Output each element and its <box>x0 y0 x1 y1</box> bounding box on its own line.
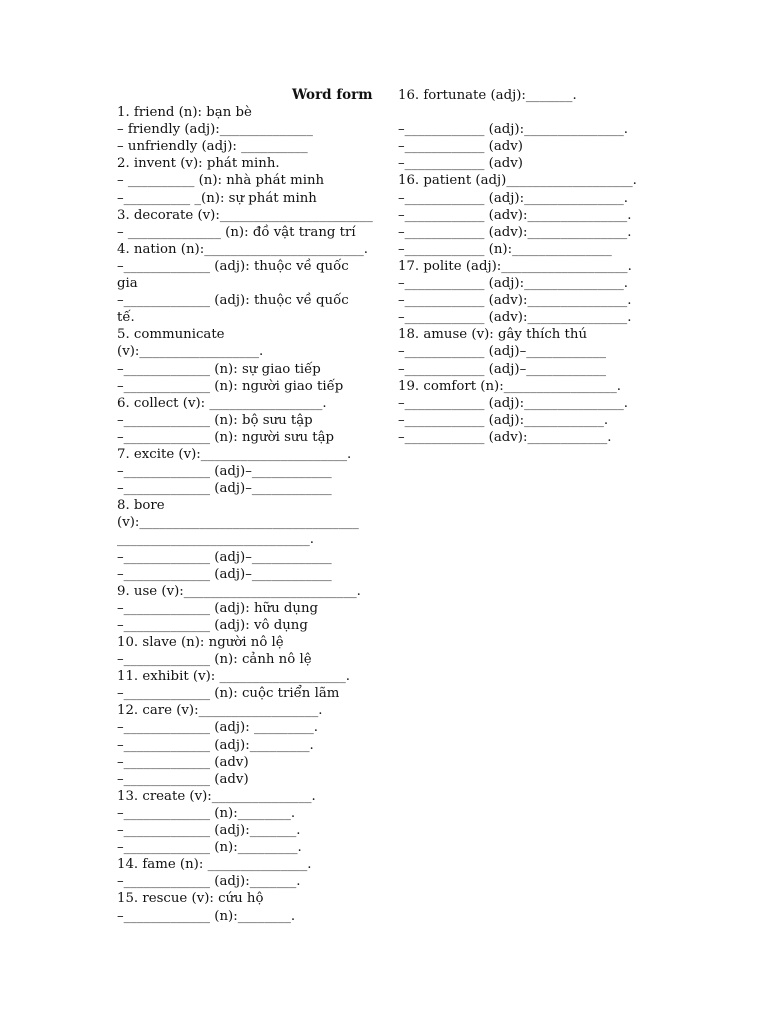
exercise-line: –_____________ (adj): thuộc về quốc <box>117 258 349 274</box>
exercise-line: –_____________ (adj): thuộc về quốc <box>117 293 349 309</box>
exercise-line: –____________ (adv):_______________. <box>398 207 632 223</box>
exercise-line: –____________ (adv):_______________. <box>398 293 632 309</box>
exercise-line: –____________ (adj):____________. <box>398 412 609 428</box>
exercise-line: 3. decorate (v):_______________________ <box>117 207 373 223</box>
exercise-line: 6. collect (v): _________________. <box>117 395 327 411</box>
exercise-line: –_____________ (n):________. <box>117 805 296 821</box>
exercise-line: –_____________ (adj)–____________ <box>117 464 332 480</box>
exercise-line: –____________ (adj):_______________. <box>398 122 629 138</box>
left-column <box>117 87 389 925</box>
exercise-line: – unfriendly (adj): __________ <box>117 139 308 155</box>
exercise-line: 5. communicate <box>117 327 225 343</box>
exercise-line: –____________ (adj):_______________. <box>398 395 629 411</box>
exercise-line: 16. patient (adj)___________________. <box>398 173 637 189</box>
exercise-line: –_____________ (n): người sưu tập <box>117 429 335 445</box>
exercise-line: 14. fame (n): _______________. <box>117 857 312 873</box>
exercise-line: –____________ (adv):____________. <box>398 429 612 445</box>
exercise-line: –_____________ (adj)–____________ <box>117 481 332 497</box>
exercise-line: –_____________ (n): sự giao tiếp <box>117 361 321 377</box>
exercise-line: 7. excite (v):______________________. <box>117 446 352 462</box>
exercise-line: –__________ _(n): sự phát minh <box>117 190 317 206</box>
exercise-line: 15. rescue (v): cứu hộ <box>117 891 264 907</box>
exercise-line: 11. exhibit (v): ___________________. <box>117 669 351 685</box>
exercise-line: –____________ (adv):_______________. <box>398 224 632 240</box>
exercise-line: _____________________________. <box>117 532 315 548</box>
exercise-line: –_____________ (n): người giao tiếp <box>117 378 344 394</box>
page-title: Word form <box>292 87 373 103</box>
exercise-line: 4. nation (n):________________________. <box>117 241 369 257</box>
exercise-line: –____________ (adv) <box>398 156 523 172</box>
exercise-line: –_____________ (adv) <box>117 754 249 770</box>
exercise-line: 17. polite (adj):___________________. <box>398 258 632 274</box>
exercise-line: –____________ (adj)–____________ <box>398 361 607 377</box>
exercise-line: 1. friend (n): bạn bè <box>117 105 252 121</box>
exercise-line: 19. comfort (n):_________________. <box>398 378 621 394</box>
exercise-line: –____________ (adv) <box>398 139 523 155</box>
exercise-line: 9. use (v):__________________________. <box>117 583 361 599</box>
exercise-line: (v):__________________. <box>117 344 264 360</box>
exercise-line: –____________ (adj):_______________. <box>398 190 629 206</box>
exercise-line: –_____________ (adj)–____________ <box>117 566 332 582</box>
exercise-line: – __________ (n): nhà phát minh <box>117 173 325 189</box>
exercise-line: – friendly (adj):______________ <box>117 122 313 138</box>
exercise-line: –_____________ (adj):_________. <box>117 737 314 753</box>
exercise-line: 16. fortunate (adj):_______. <box>398 88 577 103</box>
exercise-line: tế. <box>117 310 135 326</box>
exercise-line: 2. invent (v): phát minh. <box>117 156 280 172</box>
exercise-line: –____________ (adj)–____________ <box>398 344 607 360</box>
exercise-line: 8. bore <box>117 498 165 514</box>
exercise-line: –_____________ (adj): _________. <box>117 720 319 736</box>
exercise-line: –_____________ (adj): hữu dụng <box>117 600 319 616</box>
exercise-line: –_____________ (n):_________. <box>117 840 302 856</box>
exercise-line: –_____________ (n): cảnh nô lệ <box>117 652 312 668</box>
title-row <box>117 87 389 104</box>
exercise-line: 13. create (v):_______________. <box>117 788 316 804</box>
exercise-line: (v):_________________________________ <box>117 515 359 531</box>
exercise-line: –_____________ (adj):_______. <box>117 874 301 890</box>
exercise-line: –_____________ (n): cuộc triển lãm <box>117 686 340 702</box>
exercise-line: 12. care (v):__________________. <box>117 703 323 719</box>
exercise-line: –_____________ (adv) <box>117 771 249 787</box>
exercise-line: –_____________ (adj): vô dụng <box>117 617 308 633</box>
exercise-line: –____________ (n):_______________ <box>398 241 612 257</box>
exercise-line: – ______________ (n): đồ vật trang trí <box>117 224 356 240</box>
exercise-line: –____________ (adv):_______________. <box>398 310 632 326</box>
exercise-line: –_____________ (adj)–____________ <box>117 549 332 565</box>
exercise-line <box>398 104 668 121</box>
exercise-line: 10. slave (n): người nô lệ <box>117 635 284 650</box>
exercise-line: –____________ (adj):_______________. <box>398 276 629 292</box>
exercise-line: –_____________ (adj):_______. <box>117 823 301 839</box>
right-column <box>398 87 668 446</box>
exercise-line: –_____________ (n): bộ sưu tập <box>117 412 313 428</box>
exercise-line: gia <box>117 276 138 292</box>
exercise-line: 18. amuse (v): gây thích thú <box>398 327 588 343</box>
exercise-line: –_____________ (n):________. <box>117 908 296 924</box>
